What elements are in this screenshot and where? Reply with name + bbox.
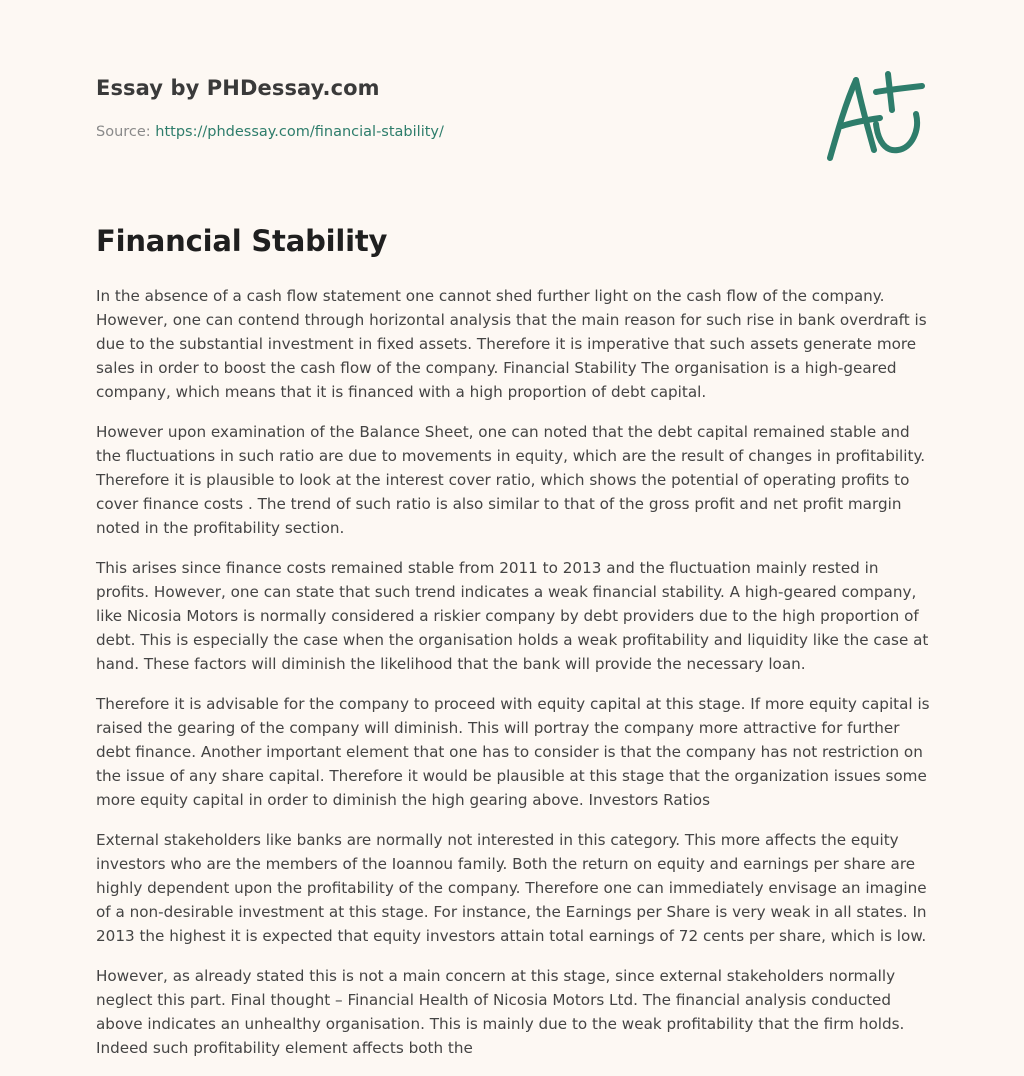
site-brand: Essay by PHDessay.com (96, 76, 380, 100)
paragraph: However upon examination of the Balance Sheet, one can noted that the debt capital remained stable and the fluctuations in such ratio are due to movements in equity, which are the result of changes in profitability. Therefore it is plausible to look at the interest cover ratio, which shows the potential of operating profits to cover finance costs . The trend of such ratio is also similar to that of the gross profit and net profit margin noted in the profitability section. (96, 423, 926, 537)
paragraph: Therefore it is advisable for the company to proceed with equity capital at this stage. If more equity capital is raised the gearing of the company will diminish. This will portray the company more attractive for further debt finance. Another important element that one has to consider is that the company has not restriction on the issue of any share capital. Therefore it would be plausible at this stage that the organization issues some more equity capital in order to diminish the high gearing above. Investors Ratios (96, 695, 930, 809)
paragraph: This arises since finance costs remained stable from 2011 to 2013 and the fluctuation mainly rested in profits. However, one can state that such trend indicates a weak financial stability. A high-geared company, like Nicosia Motors is normally considered a riskier company by debt providers due to the high proportion of debt. This is especially the case when the organisation holds a weak profitability and liquidity like the case at hand. These factors will diminish the likelihood that the bank will provide the necessary loan. (96, 559, 929, 673)
paragraph: External stakeholders like banks are normally not interested in this category. This more affects the equity investors who are the members of the Ioannou family. Both the return on equity and earnings per share are highly dependent upon the profitability of the company. Therefore one can immediately envisage an imagine of a non-desirable investment at this stage. For instance, the Earnings per Share is very weak in all states. In 2013 the highest it is expected that equity investors attain total earnings of 72 cents per share, which is low. (96, 831, 927, 945)
article-body (96, 284, 932, 1076)
page-header (96, 76, 816, 140)
source-link[interactable]: https://phdessay.com/financial-stability/ (155, 124, 444, 140)
source-line (96, 124, 816, 140)
a-plus-logo-icon (822, 66, 932, 166)
paragraph: However, as already stated this is not a main concern at this stage, since external stakeholders normally neglect this part. Final thought – Financial Health of Nicosia Motors Ltd. The financial analysis conducted above indicates an unhealthy organisation. This is mainly due to the weak profitability that the firm holds. Indeed such profitability element affects both the (96, 967, 905, 1057)
paragraph: In the absence of a cash flow statement one cannot shed further light on the cash flow of the company. However, one can contend through horizontal analysis that the main reason for such rise in bank overdraft is due to the substantial investment in fixed assets. Therefore it is imperative that such assets generate more sales in order to boost the cash flow of the company. Financial Stability The organisation is a high-geared company, which means that it is financed with a high proportion of debt capital. (96, 287, 927, 401)
source-label: Source: (96, 124, 151, 140)
page-title: Financial Stability (96, 224, 388, 258)
